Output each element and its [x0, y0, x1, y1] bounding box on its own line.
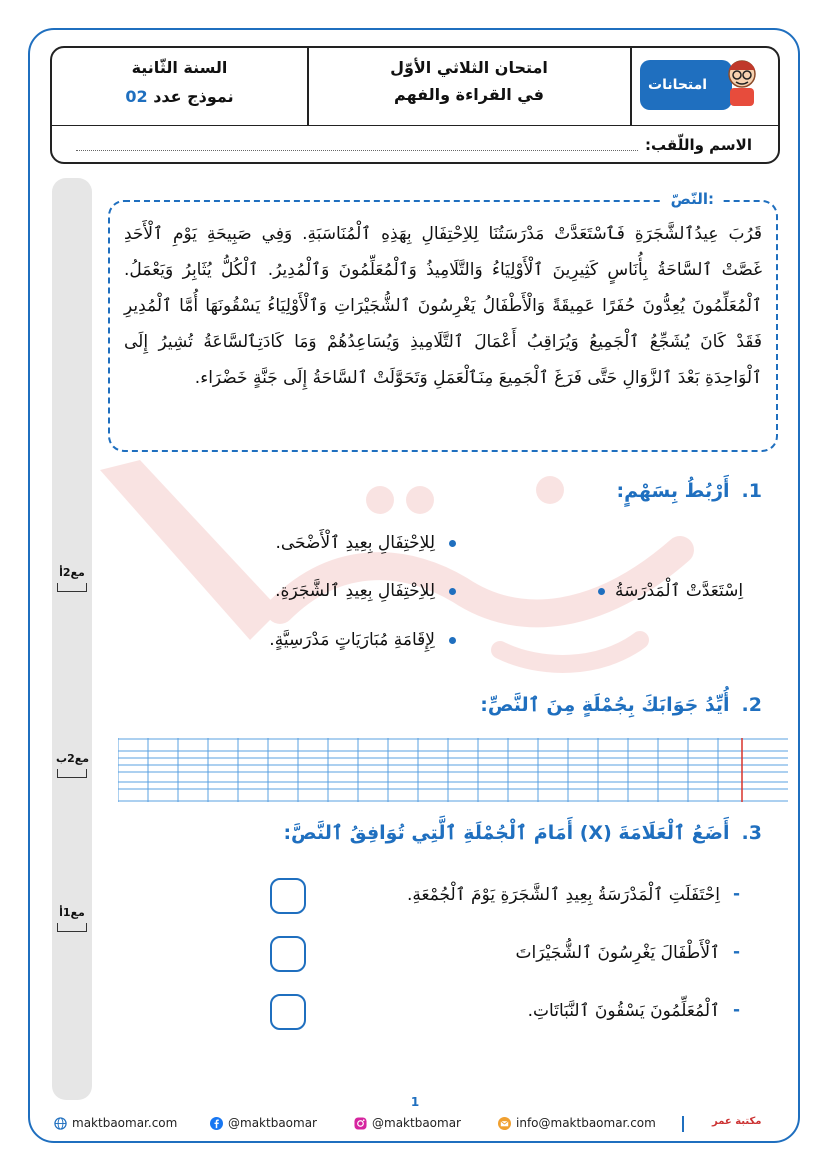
answer-writing-lines[interactable] [118, 738, 788, 802]
item-dash: - [732, 942, 740, 962]
mail-icon [498, 1117, 511, 1130]
footer-brand-logo: مكتبة عمر [712, 1116, 762, 1127]
logo-text: امتحانات [648, 77, 708, 93]
item-dash: - [732, 884, 740, 904]
globe-icon [54, 1117, 67, 1130]
matching-option[interactable] [275, 580, 456, 601]
item-dash: - [732, 1000, 740, 1020]
footer-facebook[interactable] [210, 1116, 317, 1130]
header-divider [630, 48, 632, 126]
name-row [52, 126, 778, 164]
bullet-icon [449, 637, 456, 644]
page-number: 1 [410, 1095, 420, 1109]
bullet-icon [598, 588, 605, 595]
option-text: لِلاِحْتِفَالِ بِعِيدِ ٱلْأَضْحَى. [275, 533, 435, 553]
exam-header [50, 46, 780, 164]
answer-checkbox[interactable] [270, 936, 306, 972]
criterion-label: مع2ب [56, 752, 90, 765]
logo-badge [640, 60, 732, 110]
question-3-title [283, 822, 762, 844]
name-field[interactable] [76, 150, 638, 151]
name-label: الاسم واللّقب: [645, 136, 752, 154]
question-number: 3. [741, 822, 762, 844]
facebook-text: @maktbaomar [228, 1116, 317, 1130]
reading-passage [108, 190, 778, 452]
criterion-3 [56, 906, 88, 932]
matching-left-item[interactable] [598, 580, 743, 601]
model-label: نموذج عدد [153, 87, 234, 106]
exam-title: امتحان الثلاثي الأوّل [390, 58, 548, 77]
answer-checkbox[interactable] [270, 994, 306, 1030]
question-number: 1. [741, 480, 762, 502]
score-box[interactable] [57, 923, 87, 932]
facebook-icon [210, 1117, 223, 1130]
true-false-row [250, 878, 740, 918]
question-text: أُيِّدُ جَوَابَكَ بِجُمْلَةٍ مِنَ ٱلنَّصِّ: [480, 694, 730, 716]
model-number: 02 [125, 87, 148, 106]
email-text: info@maktbaomar.com [516, 1116, 656, 1130]
answer-checkbox[interactable] [270, 878, 306, 914]
score-box[interactable] [57, 583, 87, 592]
footer-instagram[interactable] [354, 1116, 461, 1130]
matching-option[interactable] [269, 630, 456, 650]
matching-option[interactable] [275, 532, 456, 553]
true-false-row [250, 936, 740, 976]
teacher-mascot-icon [720, 56, 764, 108]
grade-year: السنة الثّانية [131, 58, 228, 77]
website-text: maktbaomar.com [72, 1116, 178, 1130]
footer-divider [682, 1116, 684, 1132]
true-false-row [250, 994, 740, 1034]
question-1-title [616, 480, 762, 502]
footer-website[interactable] [54, 1116, 177, 1130]
criterion-2 [56, 752, 88, 778]
option-text: لِإِقَامَةِ مُبَارَيَاتٍ مَدْرَسِيَّةٍ. [269, 630, 435, 650]
instagram-icon [354, 1117, 367, 1130]
footer-email[interactable] [498, 1116, 656, 1130]
criterion-label: مع2أ [59, 566, 85, 579]
exam-subject: في القراءة والفهم [394, 85, 544, 104]
question-number: 2. [741, 694, 762, 716]
option-text: لِلاِحْتِفَالِ بِعِيدِ ٱلشَّجَرَةِ. [275, 581, 435, 601]
footer [50, 1112, 780, 1138]
criterion-label: مع1أ [59, 906, 85, 919]
question-text: أَضَعُ ٱلْعَلَامَةَ (X) أَمَامَ ٱلْجُمْلَةِ ٱلَّتِي تُوَافِقُ ٱلنَّصَّ: [283, 822, 730, 844]
statement-text: ٱلْأَطْفَالَ يَغْرِسُونَ ٱلشُّجَيْرَاتَ [515, 943, 720, 963]
passage-text: قَرُبَ عِيدُٱلشَّجَرَةِ فَٱسْتَعَدَّتْ مَدْرَسَتُنَا لِلاِحْتِفَالِ بِهَذِهِ ٱلْمُنَاسَبَةِ. وَفِي صَبِيحَةِ يَوْمِ ٱلْأَحَدِ غَصَّتْ ٱلسَّاحَةُ بِأُنَاسٍ كَثِيرِينَ ٱلْأَوْلِيَاءُ وَالتَّلَامِيذُ وَٱلْمُعَلِّمُونَ وَٱلْمُدِيرُ. ٱلْكُلُّ يُثَابِرُ وَيَعْمَلُ. ٱلْمُعَلِّمُونَ يُعِدُّونَ حُفَرًا عَمِيقَةً وَالْأَطْفَالُ يَغْرِسُونَ ٱلشُّجَيْرَاتِ وَٱلْأَوْلِيَاءُ يَسْقُونَهَا أُمَّا ٱلْمُدِيرِ فَقَدْ كَانَ يُشَجِّعُ ٱلْجَمِيعُ وَيُرَاقِبُ أَعْمَالَ ٱلتَّلَامِيذِ وَيُسَاعِدُهُمْ وَمَا كَادَتِٱلسَّاعَةُ تُشِيرُ إِلَى ٱلْوَاحِدَةِ بَعْدَ ٱلزَّوَالِ حَتَّى فَرَغَ ٱلْجَمِيعَ مِنَٱلْعَمَلِ وَتَحَوَّلَتْ ٱلسَّاحَةُ إِلَى جَنَّةٍ خَضْرَاء. [124, 224, 762, 388]
instagram-text: @maktbaomar [372, 1116, 461, 1130]
question-2-title [480, 694, 762, 716]
header-title-cell [308, 48, 630, 126]
matching-left-text: اِسْتَعَدَّتْ ٱلْمَدْرَسَةُ [615, 581, 744, 601]
passage-title: النّصّ: [663, 190, 722, 208]
statement-text: اِحْتَفَلَتِ ٱلْمَدْرَسَةُ بِعِيدِ ٱلشَّجَرَةِ يَوْمَ ٱلْجُمْعَةِ. [406, 885, 720, 905]
question-text: أَرْبُطُ بِسَهْمٍ: [616, 480, 730, 502]
statement-text: ٱلْمُعَلِّمُونَ يَسْقُونَ ٱلنَّبَاتَاتِ. [527, 1001, 720, 1021]
criteria-margin [52, 178, 92, 1100]
score-box[interactable] [57, 769, 87, 778]
criterion-1 [56, 566, 88, 592]
bullet-icon [449, 540, 456, 547]
model-line [52, 87, 307, 106]
bullet-icon [449, 588, 456, 595]
header-grade-cell [52, 48, 307, 126]
